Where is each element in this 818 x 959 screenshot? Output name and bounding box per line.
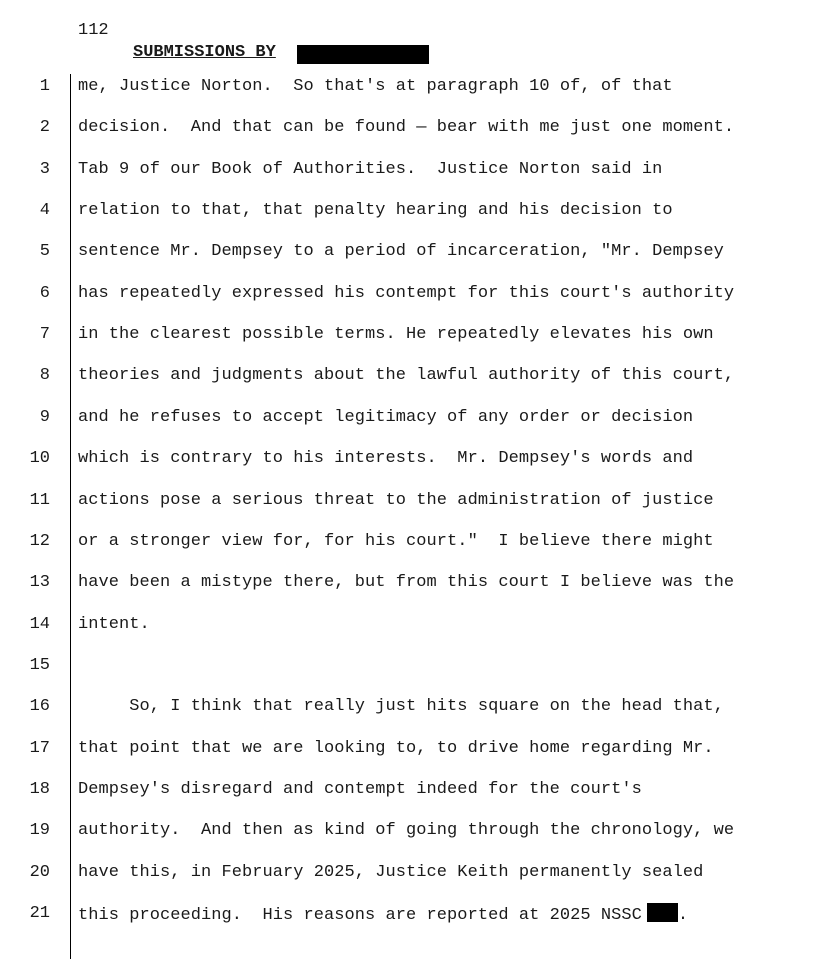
line-number: 3: [39, 160, 50, 179]
line-text-content: in the clearest possible terms. He repeatedly elevates his own: [78, 325, 714, 344]
line-text: [78, 903, 688, 927]
line-number: 4: [39, 201, 50, 220]
line-text: [78, 283, 734, 305]
line-text-content: or a stronger view for, for his court." I believe there might: [78, 532, 714, 551]
line-text: [78, 200, 673, 222]
line-text: [78, 241, 724, 263]
line-text: [78, 407, 693, 429]
line-text-content: intent.: [78, 615, 150, 634]
section-heading: SUBMISSIONS BY: [133, 43, 276, 62]
line-text: [78, 738, 714, 760]
line-number: 8: [39, 366, 50, 385]
line-number: 13: [29, 573, 50, 592]
line-text: [78, 820, 734, 842]
heading-redaction-bar: [297, 45, 429, 64]
line-number: 12: [29, 532, 50, 551]
line-text-content: Dempsey's disregard and contempt indeed for the court's: [78, 780, 642, 799]
citation-redaction-bar: [647, 903, 678, 922]
line-text-content: authority. And then as kind of going through the chronology, we: [78, 821, 735, 840]
line-number: 7: [39, 325, 50, 344]
line-text: [78, 448, 693, 470]
line-text-content: that point that we are looking to, to drive home regarding Mr.: [78, 739, 714, 758]
line-text-content: me, Justice Norton. So that's at paragraph 10 of, of that: [78, 77, 673, 96]
line-text: [78, 159, 662, 181]
line-number: 10: [29, 449, 50, 468]
line-text: [78, 531, 714, 553]
line-text-content: have this, in February 2025, Justice Keith permanently sealed: [78, 863, 704, 882]
line-number: 15: [29, 656, 50, 675]
line-text: [78, 614, 150, 636]
line-text-content: which is contrary to his interests. Mr. Dempsey's words and: [78, 449, 694, 468]
line-number: 17: [29, 739, 50, 758]
line-number: 11: [29, 491, 50, 510]
line-number: 2: [39, 118, 50, 137]
line-text-content: sentence Mr. Dempsey to a period of incarceration, "Mr. Dempsey: [78, 242, 724, 261]
line-number: 19: [29, 821, 50, 840]
line-text: [78, 324, 714, 346]
line-number: 16: [29, 697, 50, 716]
line-trailing-punctuation: .: [677, 906, 689, 925]
line-text: [78, 572, 734, 594]
line-text-content: relation to that, that penalty hearing and his decision to: [78, 201, 673, 220]
line-text: [78, 76, 673, 98]
line-text-content: this proceeding. His reasons are reported at 2025 NSSC: [78, 906, 642, 925]
line-number: 5: [39, 242, 50, 261]
page-number: 112: [78, 21, 109, 40]
line-text: [78, 779, 642, 801]
margin-rule: [70, 74, 71, 959]
line-text-content: has repeatedly expressed his contempt for this court's authority: [78, 284, 735, 303]
line-number: 21: [29, 904, 50, 923]
line-number: 6: [39, 284, 50, 303]
line-text: [78, 365, 734, 387]
line-text-content: theories and judgments about the lawful authority of this court,: [78, 366, 735, 385]
line-text: [78, 117, 734, 139]
line-text: [78, 490, 714, 512]
line-text-content: decision. And that can be found — bear with me just one moment.: [78, 118, 735, 137]
line-text-content: Tab 9 of our Book of Authorities. Justice Norton said in: [78, 160, 663, 179]
line-number: 1: [39, 77, 50, 96]
line-number: 20: [29, 863, 50, 882]
line-text-content: have been a mistype there, but from this court I believe was the: [78, 573, 735, 592]
line-text: [78, 696, 724, 718]
line-number: 14: [29, 615, 50, 634]
line-text-content: and he refuses to accept legitimacy of any order or decision: [78, 408, 694, 427]
line-text-content: So, I think that really just hits square on the head that,: [78, 697, 724, 716]
line-text: [78, 862, 703, 884]
line-number: 9: [39, 408, 50, 427]
line-text-content: actions pose a serious threat to the administration of justice: [78, 491, 714, 510]
line-number: 18: [29, 780, 50, 799]
